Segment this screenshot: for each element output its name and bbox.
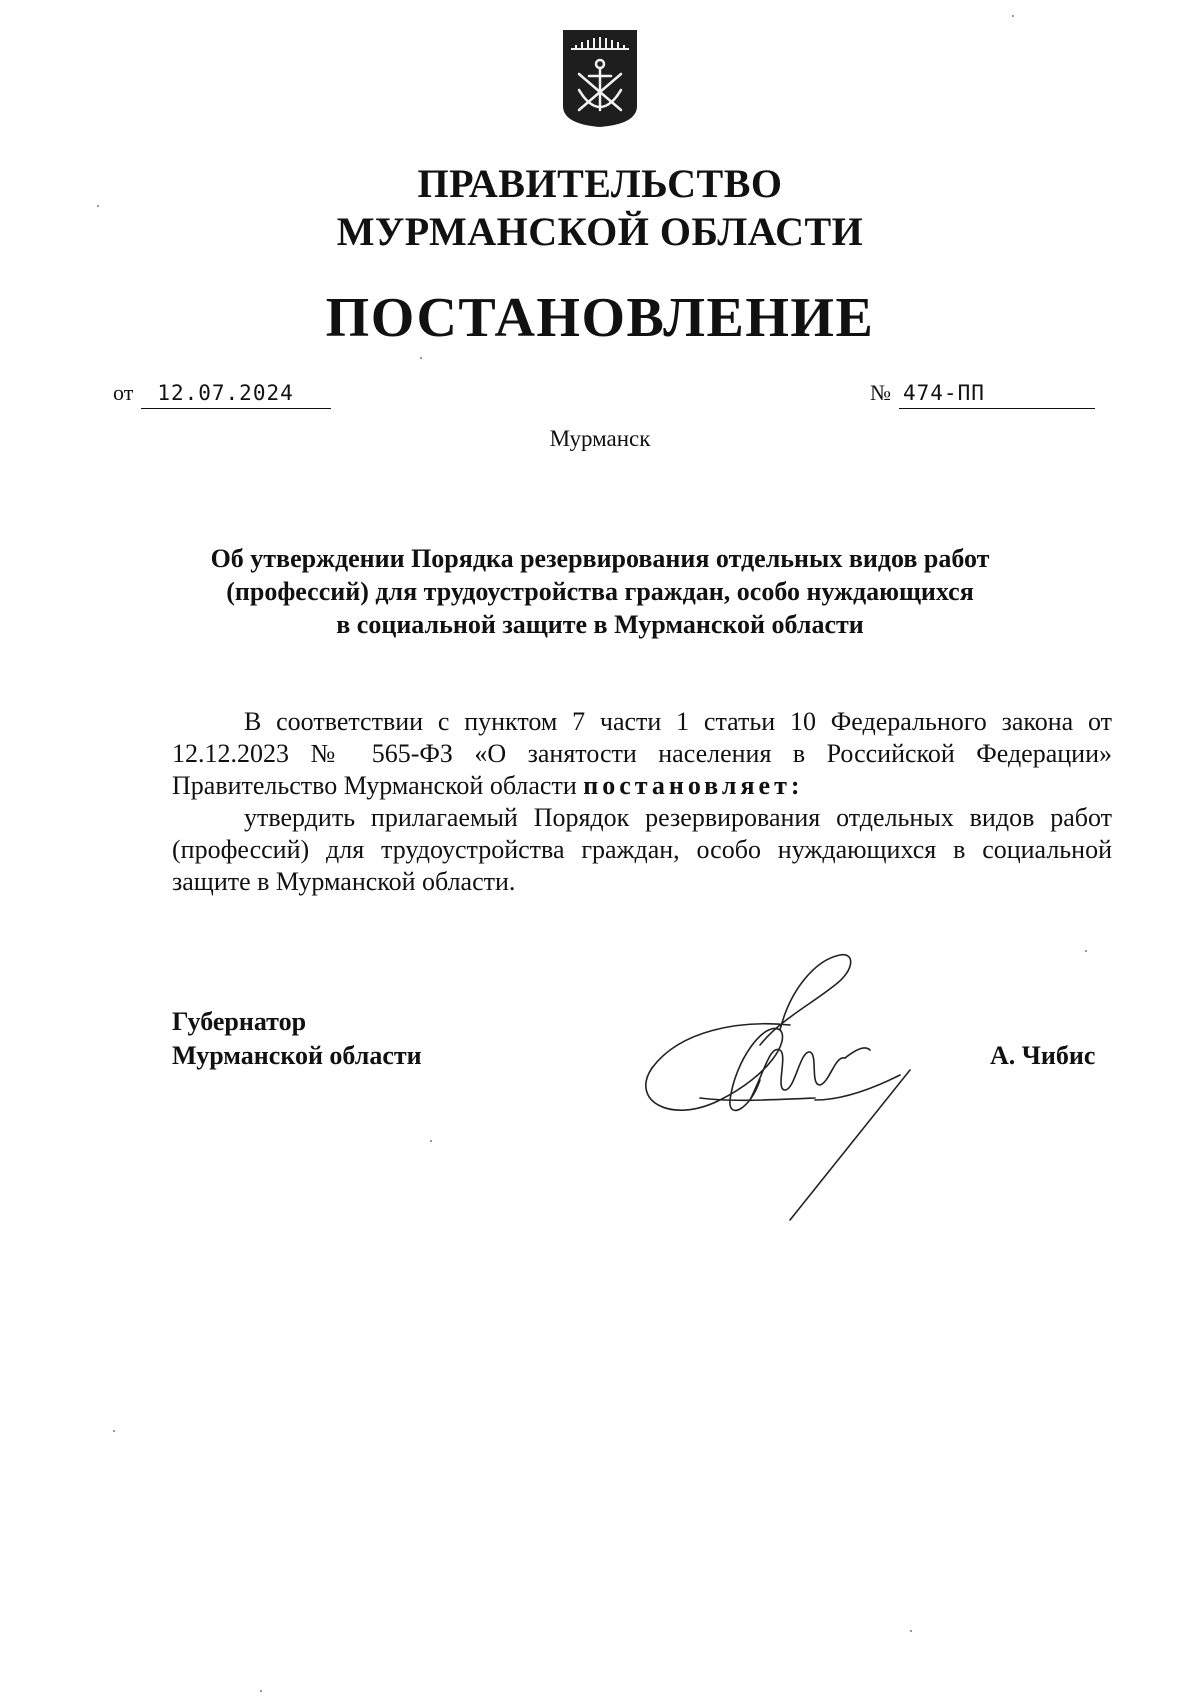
- document-body: [172, 706, 1112, 898]
- scan-speck: [430, 1140, 432, 1142]
- scan-speck: [260, 1690, 262, 1692]
- subject-line3: в социальной защите в Мурманской области: [336, 610, 864, 639]
- body-paragraph-1-text: В соответствии с пунктом 7 части 1 статьи 10 Федерального закона от 12.12.2023 № 565-ФЗ «О занятости населения в Российской Федерации» Правительство Мурманской области: [172, 707, 1112, 800]
- subject-line1: Об утверждении Порядка резервирования отдельных видов работ: [210, 544, 990, 573]
- scan-speck: [420, 357, 422, 359]
- scan-speck: [1012, 15, 1014, 17]
- handwritten-signature: [640, 950, 940, 1260]
- document-number: [870, 378, 1095, 409]
- document-type-heading: ПОСТАНОВЛЕНИЕ: [325, 287, 875, 349]
- document-subject: [160, 542, 1040, 641]
- scan-speck: [1085, 950, 1087, 952]
- signatory-name: А. Чибис: [990, 1041, 1096, 1070]
- date-value: 12.07.2024: [141, 378, 331, 409]
- scan-speck: [910, 1630, 912, 1632]
- scan-speck: [97, 205, 99, 207]
- date-prefix: от: [113, 380, 134, 405]
- signatory-position: [172, 1005, 422, 1073]
- number-prefix: №: [870, 380, 891, 405]
- signatory-position-line1: Губернатор: [172, 1007, 307, 1036]
- signatory-position-line2: Мурманской области: [172, 1041, 422, 1070]
- number-value: 474-ПП: [899, 378, 1095, 409]
- body-paragraph-2: утвердить прилагаемый Порядок резервирования отдельных видов работ (профессий) для трудоустройства граждан, особо нуждающихся в социальной защите в Мурманской области.: [172, 803, 1112, 896]
- organization-title-line1: ПРАВИТЕЛЬСТВО: [417, 161, 783, 206]
- scan-speck: [113, 1430, 115, 1432]
- coat-of-arms-emblem: [561, 28, 639, 128]
- city-name: Мурманск: [549, 426, 651, 451]
- subject-line2: (профессий) для трудоустройства граждан, особо нуждающихся: [226, 577, 974, 606]
- body-paragraph-1: [172, 706, 1112, 802]
- organization-title-line2: МУРМАНСКОЙ ОБЛАСТИ: [336, 209, 864, 254]
- resolution-verb: постановляет:: [583, 771, 804, 800]
- document-date: [113, 378, 331, 409]
- organization-title: [0, 160, 1200, 256]
